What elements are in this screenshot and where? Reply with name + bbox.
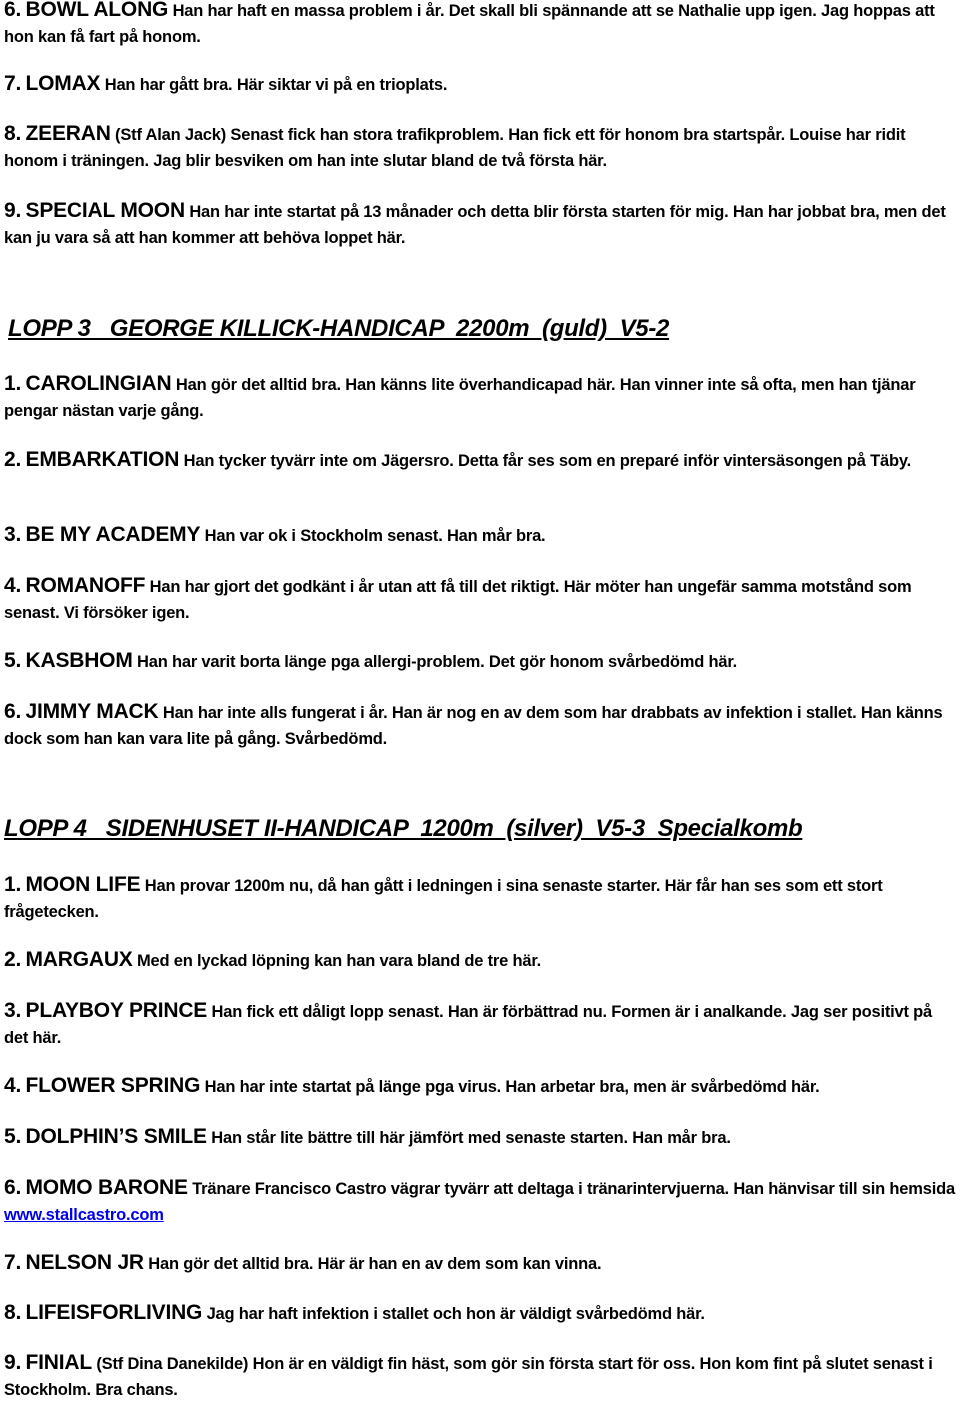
entry-number: 3.	[4, 523, 22, 546]
entry-nelson-jr	[4, 1250, 960, 1277]
entry-number: 3.	[4, 999, 22, 1022]
horse-name: MOMO BARONE	[25, 1176, 188, 1199]
entry-jimmy-mack	[4, 699, 960, 752]
entry-comment: Han gör det alltid bra. Här är han en av dem som kan vinna.	[148, 1255, 602, 1273]
horse-name: MARGAUX	[25, 948, 133, 971]
entry-comment: Han provar 1200m nu, då han gått i ledningen i sina senaste starter. Här får han ses som ett stort frågetecken.	[4, 877, 883, 921]
race-3-heading: LOPP 3 GEORGE KILLICK-HANDICAP 2200m (guld) V5-2	[8, 315, 670, 342]
entry-comment: Tränare Francisco Castro vägrar tyvärr att deltaga i tränarintervjuerna. Han hänvisar till sin hemsida	[192, 1180, 955, 1198]
entry-number: 9.	[4, 1351, 22, 1374]
entry-number: 4.	[4, 1074, 22, 1097]
entry-number: 6.	[4, 1176, 22, 1199]
entry-romanoff	[4, 573, 960, 626]
horse-name: KASBHOM	[25, 649, 133, 672]
entry-number: 5.	[4, 649, 22, 672]
entry-comment: Han var ok i Stockholm senast. Han mår bra.	[204, 527, 546, 545]
horse-name: PLAYBOY PRINCE	[25, 999, 208, 1022]
entry-comment: Han har inte alls fungerat i år. Han är nog en av dem som har drabbats av infektion i stallet. Han känns dock som han kan vara lite på gång. Svårbedömd.	[4, 704, 943, 748]
entry-margaux	[4, 947, 960, 974]
entry-comment: Han har inte startat på 13 månader och detta blir första starten för mig. Han har jobbat bra, men det kan ju vara så att han kommer att behöva loppet här.	[4, 203, 946, 247]
entry-number: 8.	[4, 122, 22, 145]
entry-finial	[4, 1350, 960, 1403]
entry-number: 1.	[4, 372, 22, 395]
horse-name: BOWL ALONG	[25, 0, 169, 21]
horse-name: ROMANOFF	[25, 574, 146, 597]
horse-name: EMBARKATION	[25, 448, 180, 471]
entry-number: 2.	[4, 948, 22, 971]
entry-comment: Han har gjort det godkänt i år utan att få till det riktigt. Här möter han ungefär samma motstånd som senast. Vi försöker igen.	[4, 578, 912, 622]
entry-comment: Han tycker tyvärr inte om Jägersro. Detta får ses som en preparé inför vintersäsongen på Täby.	[183, 452, 911, 470]
entry-comment: (Stf Alan Jack) Senast fick han stora trafikproblem. Han fick ett för honom bra startspår. Louise har ridit honom i träningen. Jag blir besviken om han inte slutar bland de två första här.	[4, 126, 906, 170]
entry-comment: Han har varit borta länge pga allergi-problem. Det gör honom svårbedömd här.	[137, 653, 738, 671]
entry-comment: Han står lite bättre till här jämfört med senaste starten. Han mår bra.	[211, 1129, 731, 1147]
horse-name: FINIAL	[25, 1351, 92, 1374]
race-4-heading: LOPP 4 SIDENHUSET II-HANDICAP 1200m (silver) V5-3 Specialkomb	[4, 815, 803, 842]
entry-number: 6.	[4, 700, 22, 723]
entry-zeeran	[4, 121, 960, 174]
entry-comment: (Stf Dina Danekilde) Hon är en väldigt fin häst, som gör sin första start för oss. Hon kom fint på slutet senast i Stockholm. Bra chans.	[4, 1355, 933, 1399]
entry-comment: Han har inte startat på länge pga virus. Han arbetar bra, men är svårbedömd här.	[204, 1078, 820, 1096]
entry-number: 6.	[4, 0, 22, 21]
entry-playboy-prince	[4, 998, 960, 1051]
entry-dolphins-smile	[4, 1124, 960, 1151]
horse-name: NELSON JR	[25, 1251, 144, 1274]
horse-name: LOMAX	[25, 72, 101, 95]
entry-number: 2.	[4, 448, 22, 471]
horse-name: ZEERAN	[25, 122, 111, 145]
entry-lifeisforliving	[4, 1300, 960, 1327]
entry-number: 8.	[4, 1301, 22, 1324]
entry-number: 7.	[4, 72, 22, 95]
entry-comment: Han gör det alltid bra. Han känns lite överhandicapad här. Han vinner inte så ofta, men han tjänar pengar nästan varje gång.	[4, 376, 916, 420]
stallcastro-link[interactable]: www.stallcastro.com	[4, 1206, 164, 1224]
horse-name: SPECIAL MOON	[25, 199, 185, 222]
entry-comment: Jag har haft infektion i stallet och hon är väldigt svårbedömd här.	[206, 1305, 705, 1323]
entry-comment: Han har haft en massa problem i år. Det skall bli spännande att se Nathalie upp igen. Jag hoppas att hon kan få fart på honom.	[4, 2, 935, 46]
horse-name: BE MY ACADEMY	[25, 523, 201, 546]
entry-embarkation	[4, 447, 960, 474]
entry-be-my-academy	[4, 522, 960, 549]
entry-comment: Han fick ett dåligt lopp senast. Han är förbättrad nu. Formen är i analkande. Jag ser positivt på det här.	[4, 1003, 933, 1047]
entry-special-moon	[4, 198, 960, 251]
entry-flower-spring	[4, 1073, 960, 1100]
horse-name: MOON LIFE	[25, 873, 141, 896]
entry-bowl-along	[4, 0, 960, 50]
entry-moon-life	[4, 872, 960, 925]
entry-comment: Med en lyckad löpning kan han vara bland de tre här.	[137, 952, 542, 970]
entry-momo-barone	[4, 1175, 960, 1228]
entry-kasbhom	[4, 648, 960, 675]
entry-lomax	[4, 71, 960, 98]
entry-carolingian	[4, 371, 960, 424]
horse-name: CAROLINGIAN	[25, 372, 172, 395]
entry-number: 1.	[4, 873, 22, 896]
entry-number: 7.	[4, 1251, 22, 1274]
horse-name: JIMMY MACK	[25, 700, 159, 723]
entry-number: 4.	[4, 574, 22, 597]
horse-name: LIFEISFORLIVING	[25, 1301, 203, 1324]
horse-name: FLOWER SPRING	[25, 1074, 201, 1097]
entry-number: 9.	[4, 199, 22, 222]
entry-comment: Han har gått bra. Här siktar vi på en trioplats.	[104, 76, 448, 94]
horse-name: DOLPHIN’S SMILE	[25, 1125, 207, 1148]
entry-number: 5.	[4, 1125, 22, 1148]
